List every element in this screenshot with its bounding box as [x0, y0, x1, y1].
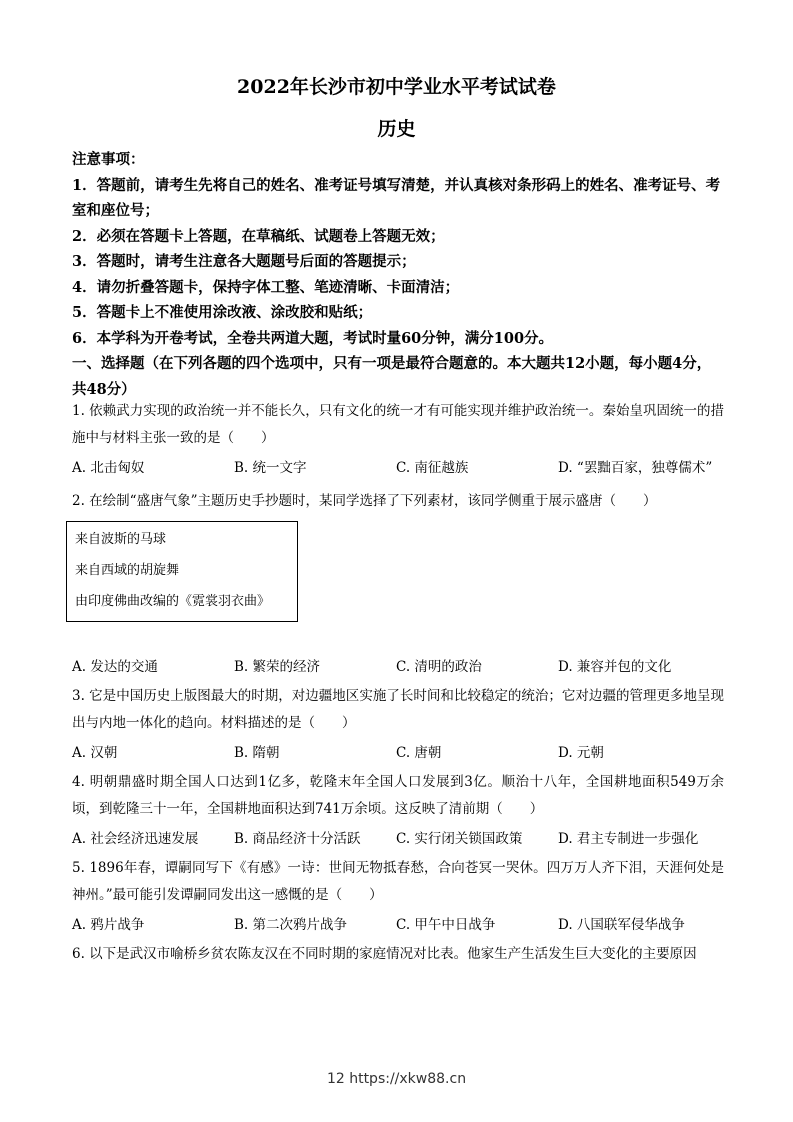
material-item: 来自波斯的马球 — [75, 532, 167, 547]
page-title: 2022年长沙市初中学业水平考试试卷 — [237, 76, 556, 98]
option-a: A. 鸦片战争 — [72, 917, 145, 933]
notes-item: 3．答题时，请考生注意各大题题号后面的答题提示； — [72, 253, 416, 270]
option-c: C. 唐朝 — [396, 745, 442, 761]
material-box — [66, 521, 298, 622]
question-stem: 1. 依赖武力实现的政治统一并不能长久，只有文化的统一才有可能实现并维护政治统一。秦始皇巩固统一的措施中与材料主张一致的是（ ） — [72, 403, 724, 446]
question-options — [72, 826, 724, 853]
material-item: 来自西域的胡旋舞 — [75, 563, 180, 578]
question-options — [72, 455, 724, 482]
option-a: A. 汉朝 — [72, 745, 118, 761]
option-d: D. 兼容并包的文化 — [558, 659, 672, 675]
material-item: 由印度佛曲改编的《霓裳羽衣曲》 — [75, 594, 271, 609]
option-b: B. 繁荣的经济 — [234, 659, 321, 675]
option-d: D. 八国联军侵华战争 — [558, 917, 685, 933]
option-c: C. 南征越族 — [396, 460, 469, 476]
notes-item: 1．答题前，请考生先将自己的姓名、准考证号填写清楚，并认真核对条形码上的姓名、准考证号、考室和座位号； — [72, 176, 721, 219]
notes-item: 4．请勿折叠答题卡，保持字体工整、笔迹清晰、卡面清洁； — [72, 278, 460, 296]
option-c: C. 清明的政治 — [396, 659, 482, 675]
option-a: A. 社会经济迅速发展 — [72, 831, 199, 847]
option-b: B. 商品经济十分活跃 — [234, 831, 361, 847]
notes-item: 2．必须在答题卡上答题，在草稿纸、试题卷上答题无效； — [72, 227, 445, 245]
notes-item: 6．本学科为开卷考试，全卷共两道大题，考试时量60分钟，满分100分。 — [72, 329, 554, 347]
question-options — [72, 740, 724, 767]
notes-section — [72, 147, 724, 402]
question-stem: 4. 明朝鼎盛时期全国人口达到1亿多，乾隆末年全国人口发展到3亿。顺治十八年，全国耕地面积549万余顷，到乾隆三十一年，全国耕地面积达到741万余顷。这反映了清前期（ ） — [72, 774, 724, 817]
question-options — [72, 912, 724, 939]
question-stem: 3. 它是中国历史上版图最大的时期，对边疆地区实施了长时间和比较稳定的统治；它对边疆的管理更多地呈现出与内地一体化的趋向。材料描述的是（ ） — [72, 688, 724, 731]
notes-item: 5．答题卡上不准使用涂改液、涂改胶和贴纸； — [72, 304, 373, 321]
page-footer: 12 https://xkw88.cn — [326, 1071, 467, 1087]
option-b: B. 统一文字 — [234, 460, 307, 476]
section-heading: 一、选择题（在下列各题的四个选项中，只有一项是最符合题意的。本大题共12小题，每小题4分，共48分） — [72, 355, 712, 398]
notes-heading: 注意事项： — [72, 151, 145, 168]
option-b: B. 隋朝 — [234, 745, 280, 761]
option-d: D. 君主专制进一步强化 — [558, 831, 699, 847]
option-a: A. 北击匈奴 — [72, 460, 145, 476]
question-stem: 6. 以下是武汉市喻桥乡贫农陈友汉在不同时期的家庭情况对比表。他家生产生活发生巨大变化的主要原因 — [72, 946, 697, 962]
option-b: B. 第二次鸦片战争 — [234, 917, 348, 933]
question-options — [72, 654, 724, 681]
question-stem: 5. 1896年春，谭嗣同写下《有感》一诗：世间无物抵春愁，合向苍冥一哭休。四万万人齐下泪，天涯何处是神州。”最可能引发谭嗣同发出这一感慨的是（ ） — [72, 860, 724, 903]
option-c: C. 实行闭关锁国政策 — [396, 831, 523, 847]
option-d: D. “罢黜百家，独尊儒术” — [558, 460, 713, 476]
question-stem: 2. 在绘制“盛唐气象”主题历史手抄题时，某同学选择了下列素材，该同学侧重于展示盛唐（ ） — [72, 493, 657, 509]
option-d: D. 元朝 — [558, 745, 604, 761]
option-c: C. 甲午中日战争 — [396, 917, 496, 933]
option-a: A. 发达的交通 — [72, 659, 158, 675]
subject-title: 历史 — [377, 118, 416, 140]
questions-section — [72, 398, 724, 968]
